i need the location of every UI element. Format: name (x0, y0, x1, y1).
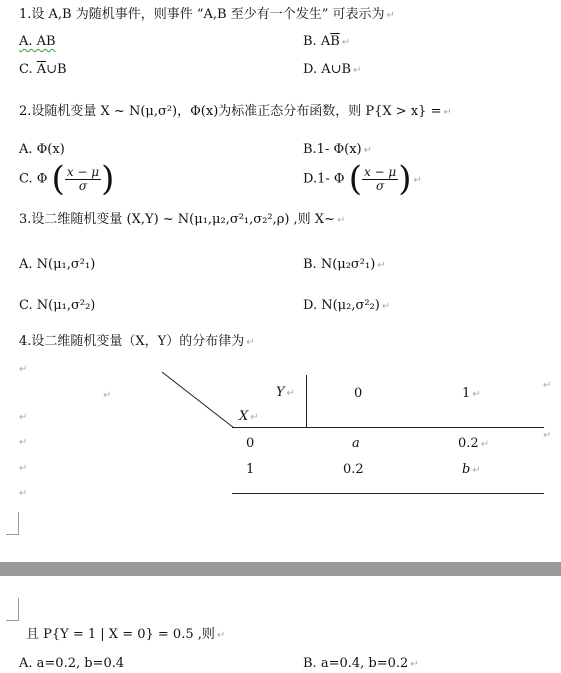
q3-option-c: C. N(μ₁,σ²₂) (19, 298, 96, 313)
paragraph-mark: ↵ (19, 437, 28, 448)
page-corner-mark (6, 598, 19, 621)
table-y-label: Y ↵ (276, 385, 295, 400)
q3-option-a: A. N(μ₁,σ²₁) (19, 257, 96, 272)
q2-option-d: D.1- Φ ( x − μ σ ) ↵ (303, 159, 422, 199)
q1-option-c: C. $\overline{A}\cup B$ (19, 62, 67, 77)
table-cell: 0.2 (343, 462, 364, 477)
q2-fraction-d: ( x − μ σ ) (348, 159, 412, 199)
q2-stem: 2.设随机变量 X ~ N(μ,σ²)，Φ(x)为标准正态分布函数，则 P{X > x} = ↵ (19, 104, 452, 119)
q3-option-b: B. N(μ₂σ²₁) ↵ (303, 257, 386, 272)
q2-fraction-c: ( x − μ σ ) (51, 159, 115, 199)
paragraph-mark: ↵ (543, 430, 552, 441)
paragraph-mark: ↵ (19, 463, 28, 474)
q3-option-d: D. N(μ₂,σ²₂) ↵ (303, 298, 391, 313)
paragraph-mark: ↵ (103, 390, 112, 401)
q3-stem: 3.设二维随机变量 (X,Y) ~ N(μ₁,μ₂,σ²₁,σ₂²,ρ) ,则 X~ ↵ (19, 212, 346, 227)
q1-stem: 1.设 A,B 为随机事件，则事件 “A,B 至少有一个发生” 可表示为 ↵ (19, 7, 395, 22)
table-col-header: 1 ↵ (462, 386, 481, 401)
table-row-header: 0 (246, 436, 255, 451)
table-cell: a (352, 436, 360, 451)
table-diagonal-line (160, 370, 240, 432)
q1-option-b: B. $A\overline{B}$ ↵ (303, 34, 351, 49)
page-corner-mark (6, 512, 19, 535)
table-x-label: X ↵ (239, 409, 259, 424)
document-page-2 (0, 576, 561, 672)
paragraph-mark: ↵ (19, 488, 28, 499)
table-col-header: 0 (354, 386, 363, 401)
table-header-rule (232, 427, 544, 428)
q4-option-a: A. a=0.2, b=0.4 (19, 656, 125, 671)
q4-option-b: B. a=0.4, b=0.2 ↵ (303, 656, 419, 671)
table-vertical-rule (306, 375, 307, 427)
table-cell: b ↵ (462, 462, 481, 477)
q4-stem: 4.设二维随机变量（X，Y）的分布律为 ↵ (19, 334, 255, 349)
q2-option-c: C. Φ ( x − μ σ ) (19, 159, 115, 199)
q2-option-b: B.1- Φ(x) ↵ (303, 142, 373, 157)
q1-option-d: D. A∪B ↵ (303, 62, 362, 77)
page-break-gap (0, 562, 561, 576)
q4-condition: 且 P{Y = 1 | X = 0} = 0.5 ,则 ↵ (26, 627, 226, 642)
paragraph-mark: ↵ (543, 380, 552, 391)
table-row-header: 1 (246, 462, 255, 477)
q1-option-a: A. AB (19, 34, 56, 49)
table-cell: 0.2 ↵ (458, 436, 490, 451)
paragraph-mark: ↵ (19, 364, 28, 375)
paragraph-mark: ↵ (19, 412, 28, 423)
table-bottom-rule (232, 493, 544, 494)
q2-option-a: A. Φ(x) (19, 142, 65, 157)
